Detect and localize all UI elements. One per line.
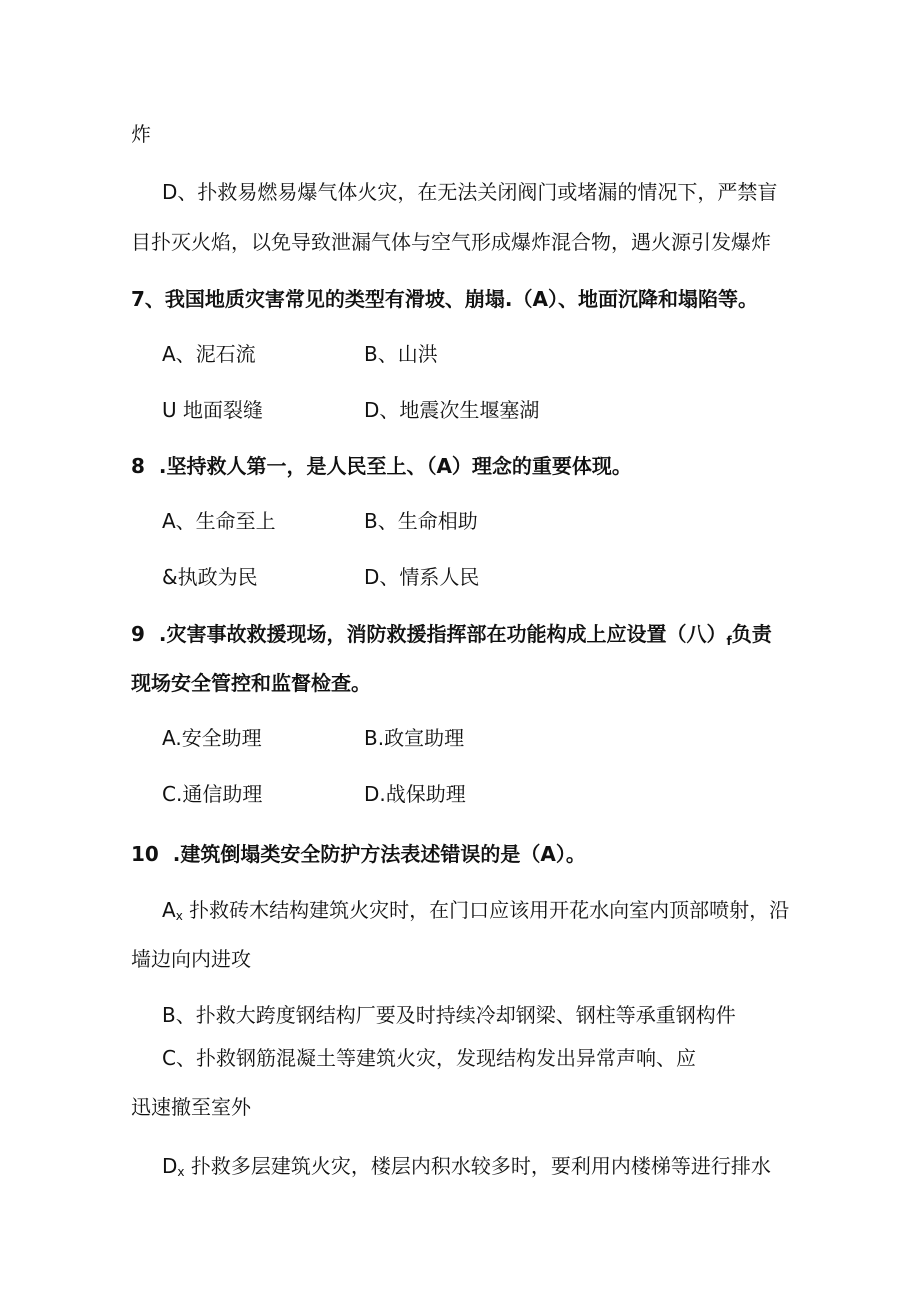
option-a: A、泥石流 xyxy=(162,342,256,366)
option-d-subscript: x xyxy=(177,1165,185,1179)
option-a-subscript: x xyxy=(175,909,183,923)
option-b: B、生命相助 xyxy=(364,509,478,533)
option-b: B、扑救大跨度钢结构厂要及时持续冷却钢梁、钢柱等承重钢构件 xyxy=(162,1003,736,1027)
question-number: 8 xyxy=(131,454,145,478)
option-a: A.安全助理 xyxy=(162,726,262,750)
option-a-prefix: A xyxy=(162,898,176,922)
option-c: U 地面裂缝 xyxy=(162,398,263,422)
prev-option-d-line2: 目扑灭火焰，以免导致泄漏气体与空气形成爆炸混合物，遇火源引发爆炸 xyxy=(131,230,771,254)
option-d: D、地震次生堰塞湖 xyxy=(364,398,540,422)
option-d: D、情系人民 xyxy=(364,565,480,589)
option-b: B、山洪 xyxy=(364,342,438,366)
question-text: .坚持救人第一，是人民至上、（A）理念的重要体现。 xyxy=(158,454,632,478)
option-c: C.通信助理 xyxy=(162,782,263,806)
option-c-line2: 迅速撤至室外 xyxy=(131,1095,251,1119)
question-text: 、我国地质灾害常见的类型有滑坡、崩塌.（A）、地面沉降和塌陷等。 xyxy=(144,287,758,311)
option-b: B.政宣助理 xyxy=(364,726,465,750)
option-d-line1 xyxy=(162,1153,771,1185)
question-text: .灾害事故救援现场，消防救援指挥部在功能构成上应设置（八） xyxy=(158,622,727,646)
question-subscript: f xyxy=(726,634,732,648)
option-d-text: 扑救多层建筑火灾，楼层内积水较多时，要利用内楼梯等进行排水 xyxy=(190,1154,771,1178)
question-text-end: 负责 xyxy=(731,622,772,646)
question-7 xyxy=(131,286,758,312)
question-9-line2: 现场安全管控和监督检查。 xyxy=(131,671,371,695)
question-10 xyxy=(131,841,586,867)
question-number: 10 xyxy=(131,842,159,866)
question-text: .建筑倒塌类安全防护方法表述错误的是（A）。 xyxy=(172,842,586,866)
option-c-line1: C、扑救钢筋混凝土等建筑火灾，发现结构发出异常声响、应 xyxy=(162,1046,696,1070)
prev-option-d-line1: D、扑救易燃易爆气体火灾，在无法关闭阀门或堵漏的情况下，严禁盲 xyxy=(162,180,778,204)
option-a-line2: 墙边向内进攻 xyxy=(131,947,251,971)
question-number: 9 xyxy=(131,622,145,646)
question-number: 7 xyxy=(131,287,145,311)
option-d: D.战保助理 xyxy=(364,782,466,806)
question-8 xyxy=(131,453,632,479)
fragment-text: 炸 xyxy=(131,122,151,146)
option-c: &执政为民 xyxy=(162,565,258,589)
question-9-line1 xyxy=(131,621,772,654)
option-a: A、生命至上 xyxy=(162,509,276,533)
option-d-prefix: D xyxy=(162,1154,178,1178)
option-a-text: 扑救砖木结构建筑火灾时，在门口应该用开花水向室内顶部喷射，沿 xyxy=(189,898,790,922)
option-a-line1 xyxy=(162,897,789,929)
